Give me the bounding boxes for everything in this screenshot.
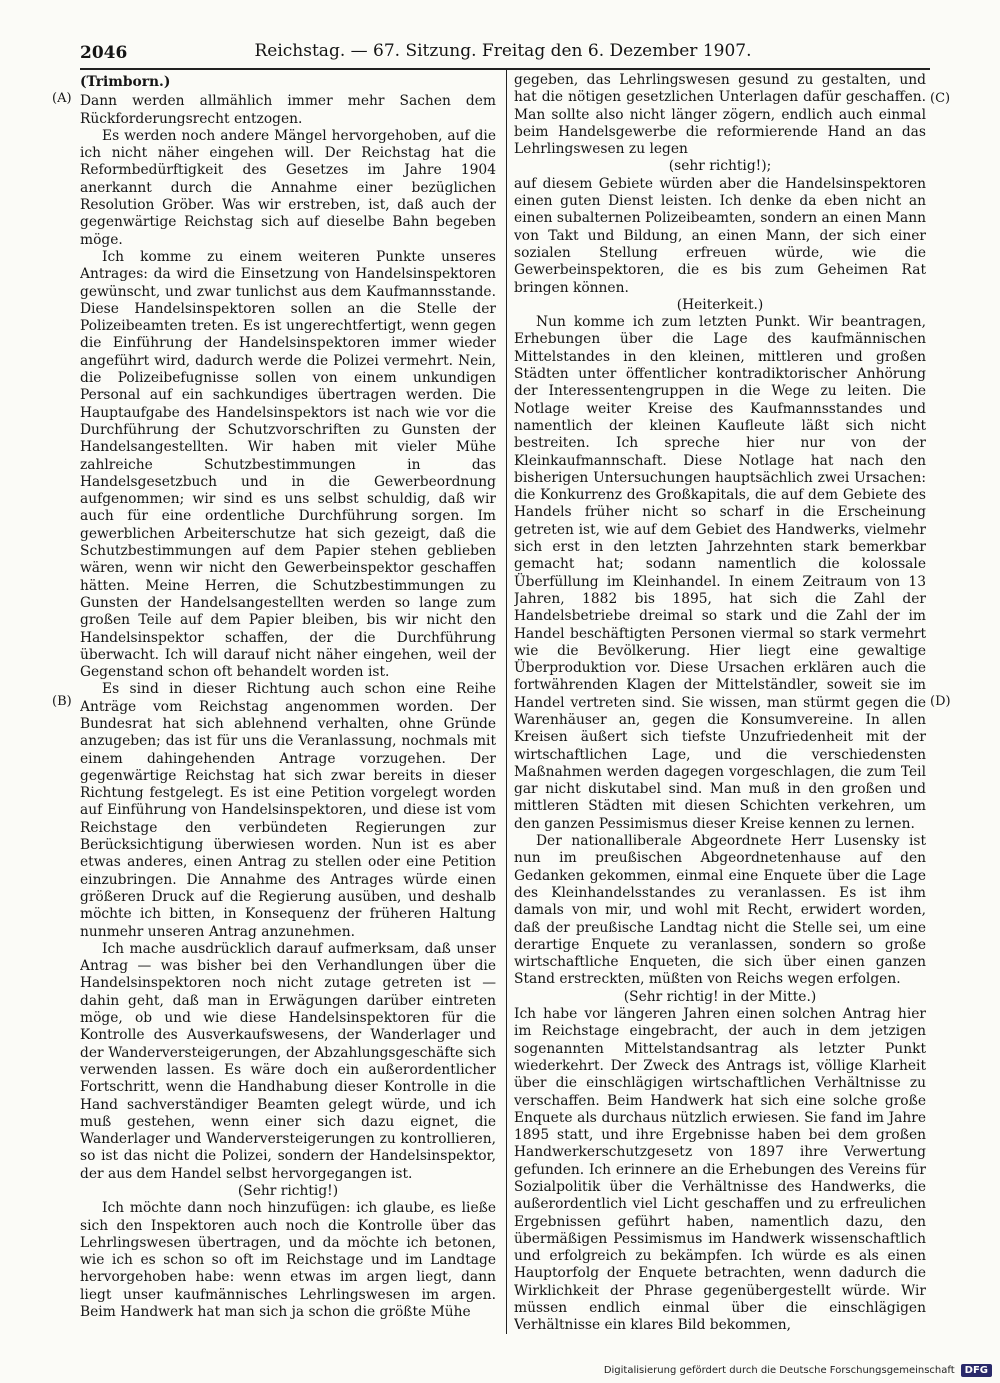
interjection: (sehr richtig!); [668, 158, 772, 175]
paragraph: gegeben, das Lehrlingswesen gesund zu gestalten, und hat die nötigen gesetzlichen Unterlagen dafür geschaffen. Man sollte also nicht länger zögern, endlich auch einmal beim Handelsgewerbe die reformierende Hand an das Lehrlingswesen zu legen [514, 72, 926, 158]
interjection: (Heiterkeit.) [676, 296, 764, 313]
left-column [80, 72, 496, 1342]
paragraph: Es werden noch andere Mängel hervorgehoben, auf die ich nicht näher eingehen will. Der Reichstag hat die Reformbedürftigkeit des Gesetzes im Jahre 1904 anerkannt durch die Annahme einer bezüglichen Resolution Gröber. Was wir erstreben, ist, daß auch der gegenwärtige Reichstag sich auf dieselbe Bahn begeben möge. [80, 127, 496, 248]
paragraph: Ich möchte dann noch hinzufügen: ich glaube, es ließe sich den Inspektoren auch noch die Kontrolle über das Lehrlingswesen übertragen, und da möchte ich betonen, wie ich es schon so oft im Reichstage und im Landtage hervorgehoben habe: wenn etwas im argen liegt, dann liegt unser kaufmännisches Lehrlingswesen im argen. Beim Handwerk hat man sich ja schon die größte Mühe [80, 1200, 496, 1321]
paragraph: Ich mache ausdrücklich darauf aufmerksam, daß unser Antrag — was bisher bei den Verhandlungen über die Handelsinspektoren noch nicht zutage getreten ist — dahin geht, daß man in Erwägungen darüber eintreten möge, ob und wie diese Handelsinspektoren für die Kontrolle des Ausverkaufswesens, der Wanderlager und der Wanderversteigerungen, der Abzahlungsgeschäfte sich verwenden lassen. Es wäre doch ein außerordentlicher Fortschritt, wenn die Handhabung dieser Kontrolle in die Hand sachverständiger Beamten gelegt würde, und ich muß gestehen, wenn einer sich dazu eignet, die Wanderlager und Wanderversteigerungen zu kontrollieren, so ist das nicht die Polizei, sondern der Handelsinspektor, der aus dem Handel selbst hervorgegangen ist. [80, 940, 496, 1182]
margin-marker-c: (C) [930, 91, 951, 106]
page-header [80, 40, 926, 64]
interjection: (Sehr richtig! in der Mitte.) [623, 988, 817, 1005]
right-column [514, 72, 926, 1342]
margin-marker-b: (B) [52, 694, 72, 709]
margin-marker-d: (D) [930, 694, 951, 709]
paragraph: Dann werden allmählich immer mehr Sachen dem Rückforderungsrecht entzogen. [80, 93, 496, 127]
speaker-name: (Trimborn.) [80, 74, 171, 90]
paragraph: Der nationalliberale Abgeordnete Herr Lusensky ist nun im preußischen Abgeordnetenhause auf den Gedanken gekommen, einmal eine Enquete über die Lage des Kleinhandelsstandes zu veranlassen. Es ist ihm damals von mir, und wohl mit Recht, erwidert worden, daß der preußische Landtag nicht die Stelle sei, um eine derartige Enquete zu veranlassen, sondern so große wirtschaftliche Enqueten, die sich über einen ganzen Stand erstreckten, müßten von Reichs wegen erfolgen. [514, 833, 926, 988]
running-head: Reichstag. — 67. Sitzung. Freitag den 6. Dezember 1907. [254, 41, 752, 61]
column-divider [506, 70, 507, 1334]
paragraph: Ich komme zu einem weiteren Punkte unseres Antrages: da wird die Einsetzung von Handelsinspektoren gewünscht, und zwar tunlichst aus dem Kaufmannsstande. Diese Handelsinspektoren sollen an die Stelle der Polizeibeamten treten. Es ist ungerechtfertigt, wenn gegen die Einführung der Handelsinspektoren immer wieder angeführt wird, dadurch werde die Polizei vermehrt. Nein, die Polizeibefugnisse sollen von einem unkundigen Personal auf ein sachkundiges übertragen werden. Die Hauptaufgabe des Handelsinspektors ist nach wie vor die Durchführung der Schutzvorschriften zu Gunsten der Handelsangestellten. Wir haben mit vieler Mühe zahlreiche Schutzbestimmungen in das Handelsgesetzbuch und in die Gewerbeordnung aufgenommen; wir sind es uns selbst schuldig, daß wir auch für eine ordentliche Durchführung sorgen. Im gewerblichen Arbeiterschutze hat sich gezeigt, daß die Schutzbestimmungen auf dem Papier stehen geblieben wären, wenn wir nicht den Gewerbeinspektor geschaffen hätten. Meine Herren, die Schutzbestimmungen zu Gunsten der Handelsangestellten werden so lange zum großen Teile auf dem Papier bleiben, bis wir nicht den Handelsinspektor schaffen, der die Durchführung überwacht. Ich will darauf nicht näher eingehen, weil der Gegenstand schon oft behandelt worden ist. [80, 248, 496, 681]
paragraph: Ich habe vor längeren Jahren einen solchen Antrag hier im Reichstage eingebracht, der auch in dem jetzigen sogenannten Mittelstandsantrag als letzter Punkt wiederkehrt. Der Zweck des Antrags ist, völlige Klarheit über die einschlägigen wirtschaftlichen Verhältnisse zu verschaffen. Beim Handwerk hat sich eine solche große Enquete als durchaus nützlich erwiesen. Sie fand im Jahre 1895 statt, und ihre Ergebnisse haben bei dem großen Handwerkerschutzgesetz von 1897 ihre Verwertung gefunden. Ich erinnere an die Erhebungen des Vereins für Sozialpolitik über die Verhältnisse des Handwerks, die außerordentlich viel Licht geschaffen und zu erfreulichen Ergebnissen geführt haben, namentlich dazu, den übermäßigen Pessimismus im Handwerk wissenschaftlich und erfolgreich zu bekämpfen. Ich würde es als einen Hauptorfolg der Enquete betrachten, wenn dadurch die Wirklichkeit der Phrase gegenübergestellt würde. Wir müssen endlich einmal über die einschlägigen Verhältnisse ein klares Bild bekommen, [514, 1006, 926, 1334]
page-number: 2046 [80, 43, 128, 63]
paragraph: auf diesem Gebiete würden aber die Handelsinspektoren einen guten Dienst leisten. Ich denke da eben nicht an einen subalternen Polizeibeamten, sondern an einen Mann von Takt und Bildung, an einen Mann, der sich einer sozialen Stellung erfreuen würde, wie die Gewerbeinspektoren, die es bis zum Geheimen Rat bringen können. [514, 175, 926, 296]
margin-marker-a: (A) [52, 91, 72, 106]
paragraph: Nun komme ich zum letzten Punkt. Wir beantragen, Erhebungen über die Lage des kaufmännischen Mittelstandes in den kleinen, mittleren und großen Städten unter öffentlicher kontradiktorischer Anhörung der Interessentengruppen in die Wege zu leiten. Die Notlage weiter Kreise des Kaufmannsstandes und namentlich der kleinen Kaufleute läßt sich nicht bestreiten. Ich spreche hier nur von der Kleinkaufmannschaft. Diese Notlage hat nach den bisherigen Untersuchungen hauptsächlich zwei Ursachen: die Konkurrenz des Großkapitals, die auf dem Gebiete des Handels früher nicht so scharf in die Erscheinung getreten ist, wie auf dem Gebiet des Handwerks, vielmehr sich erst in den letzten Jahrzehnten stark bemerkbar gemacht hat; sodann namentlich die kolossale Überfüllung im Kleinhandel. In einem Zeitraum von 13 Jahren, 1882 bis 1895, hat sich die Zahl der Handelsbetriebe dreimal so stark und die Zahl der im Handel beschäftigten Personen viermal so stark vermehrt wie die Bevölkerung. Hier liegt eine gewaltige Überproduktion vor. Diese Ursachen erklären auch die fortwährenden Klagen der Mittelständler, soweit sie im Handel vertreten sind. Sie wissen, man stürmt gegen die Warenhäuser an, gegen die Konsumvereine. In allen Kreisen äußert sich tiefste Unzufriedenheit mit der wirtschaftlichen Lage, und die verschiedensten Maßnahmen werden dagegen vorgeschlagen, die zum Teil gar nicht diskutabel sind. Man muß in den großen und mittleren Städten mit diesen Schichten verkehren, um den ganzen Pessimismus dieser Kreise kennen zu lernen. [514, 314, 926, 832]
footer-credit [604, 1364, 992, 1377]
header-rule [80, 68, 930, 70]
footer-text: Digitalisierung gefördert durch die Deutsche Forschungsgemeinschaft [603, 1365, 955, 1376]
interjection: (Sehr richtig!) [237, 1183, 339, 1199]
dfg-logo: DFG [961, 1364, 992, 1377]
paragraph: Es sind in dieser Richtung auch schon eine Reihe Anträge vom Reichstag angenommen worden. Der Bundesrat hat sich ablehnend verhalten, ohne Gründe anzugeben; das ist für uns die Veranlassung, nochmals mit einem dahingehenden Antrage vorzugehen. Der gegenwärtige Reichstag hat sich zwar bereits in dieser Richtung festgelegt. Es ist eine Petition vorgelegt worden auf Einführung von Handelsinspektoren, und diese ist vom Reichstage den verbündeten Regierungen zur Berücksichtigung überwiesen worden. Nun ist es aber etwas anderes, einen Antrag zu stellen oder eine Petition einzubringen. Die Annahme des Antrages würde einen größeren Druck auf die Regierung ausüben, und deshalb möchte ich bitten, in Konsequenz der früheren Haltung nunmehr unseren Antrag anzunehmen. [80, 681, 496, 940]
